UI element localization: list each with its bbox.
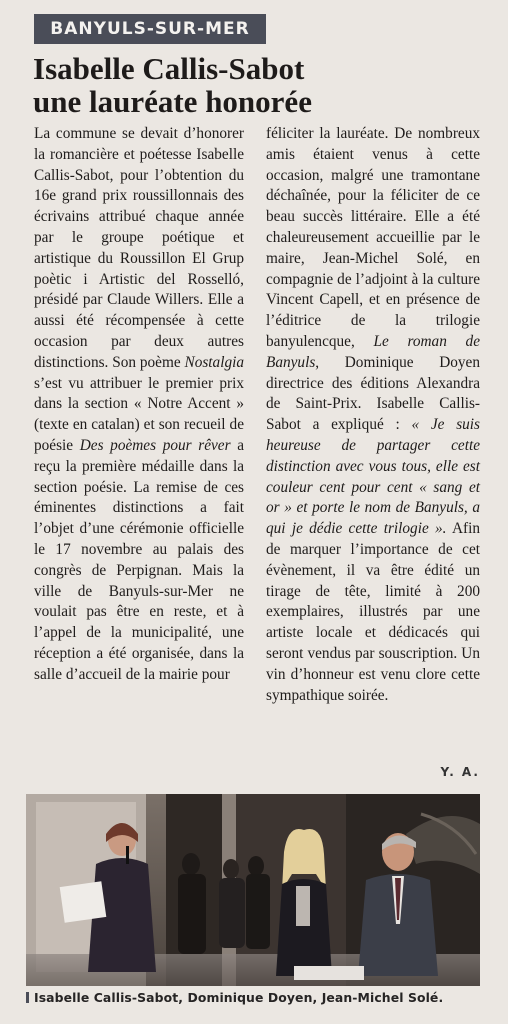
author-signature: Y. A. bbox=[440, 765, 480, 779]
text-run: s’est vu attribuer le premier prix dans la section « Notre Accent » (texte en catalan) et son recueil de poésie bbox=[34, 374, 244, 454]
headline-line-1: Isabelle Callis-Sabot bbox=[33, 51, 305, 86]
quote: « Je suis heureuse de partager cette distinction avec vous tous, elle est couleur cent pour cent « sang et or » et porte le nom de Banyuls, a qui je dédie cette trilogie ». bbox=[266, 416, 480, 538]
headline bbox=[33, 52, 493, 118]
photo-illustration bbox=[26, 794, 480, 986]
text-run: féliciter la lauréate. De nombreux amis étaient venus à cette occasion, malgré une tramontane déchaînée, pour la féliciter de ce beau succès littéraire. Elle a été chaleureusement accueillie par le maire, Jean-Michel Solé, en compagnie de l’adjoint à la culture Vincent Capell, et en présence de l’éditrice de la trilogie banyulencque, bbox=[266, 125, 480, 350]
text-run: La commune se devait d’honorer la romancière et poétesse Isabelle Callis-Sabot, pour l’obtention du 16e grand prix roussillonnais des écrivains attribué chaque année par le groupe poétique et artistique du Roussillon El Grup poètic i Artistic del Rosselló, présidé par Claude Willers. Elle a aussi été récompensée à cette occasion par deux autres distinctions. Son poème bbox=[34, 125, 244, 371]
photo-caption: Isabelle Callis-Sabot, Dominique Doyen, Jean-Michel Solé. bbox=[26, 990, 496, 1005]
right-paragraph bbox=[266, 124, 480, 706]
text-run: a reçu la première médaille dans la section poésie. La remise de ces éminentes distinctions a fait l’objet d’une cérémonie officielle le 17 novembre au palais des congrès de Perpignan. Mais la ville de Banyuls-sur-Mer ne voulait pas être en reste, et à l’appel de la municipalité, une réception a été organisée, dans la salle d’accueil de la mairie pour bbox=[34, 436, 244, 683]
body-column-left bbox=[34, 124, 244, 686]
event-photo bbox=[26, 794, 480, 986]
body-column-right bbox=[266, 124, 480, 706]
text-run: , Dominique Doyen directrice des éditions Alexandra de Saint-Prix. Isabelle Callis-Sabot a expliqué : bbox=[266, 353, 480, 434]
trilogy-title: Le roman de Banyuls bbox=[266, 332, 480, 371]
headline-line-2: une lauréate honorée bbox=[33, 84, 312, 119]
text-run: Afin de marquer l’importance de cet évènement, il va être édité un tirage de tête, limité à 200 exemplaires, illustrés par une artiste locale et dédicacés qui seront vendus par souscription. Un vin d’honneur est venu clore cette sympathique soirée. bbox=[266, 520, 480, 704]
poem-title: Nostalgia bbox=[184, 353, 244, 371]
left-paragraph bbox=[34, 124, 244, 686]
section-kicker: BANYULS-SUR-MER bbox=[34, 14, 266, 44]
book-title: Des poèmes pour rêver bbox=[79, 436, 231, 454]
